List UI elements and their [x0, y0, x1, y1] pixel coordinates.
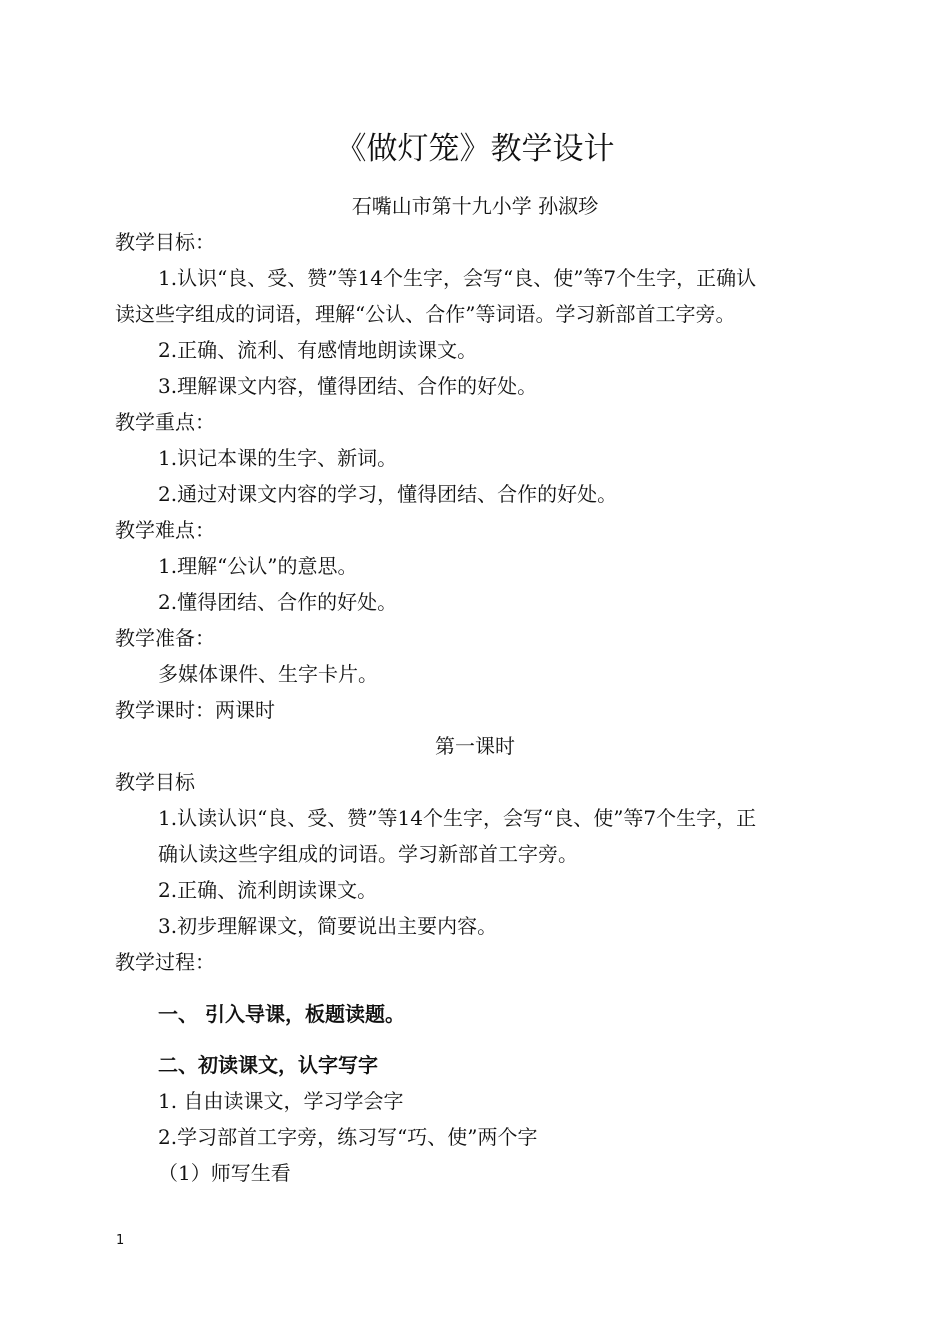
section-heading-preparation: 教学准备：: [115, 626, 215, 650]
preparation-item: 多媒体课件、生字卡片。: [158, 662, 378, 686]
process-step-1-heading: 一、 引入导课，板题读题。: [158, 1002, 405, 1026]
difficulty-2: 2.懂得团结、合作的好处。: [158, 590, 398, 614]
section-heading-key-points: 教学重点：: [115, 410, 215, 434]
section-heading-difficulties: 教学难点：: [115, 518, 215, 542]
objective-1: 1.认识“良、受、赞”等14个生字，会写“良、使”等7个生字，正确认: [158, 266, 757, 290]
lesson-objective-3: 3.初步理解课文，简要说出主要内容。: [158, 914, 498, 938]
document-title: 《做灯笼》教学设计: [335, 131, 615, 167]
process-step-2-heading: 二、初读课文，认字写字: [158, 1053, 378, 1077]
key-point-2: 2.通过对课文内容的学习，懂得团结、合作的好处。: [158, 482, 618, 506]
lesson-objective-1-continuation: 确认读这些字组成的词语。学习新部首工字旁。: [158, 842, 578, 866]
page-number: 1: [116, 1233, 125, 1248]
lesson-objective-1: 1.认读认识“良、受、赞”等14个生字，会写“良、使”等7个生字，正: [158, 806, 757, 830]
lesson-objective-2: 2.正确、流利朗读课文。: [158, 878, 378, 902]
lesson-objectives-heading: 教学目标: [115, 770, 195, 794]
difficulty-1: 1.理解“公认”的意思。: [158, 554, 358, 578]
objective-3: 3.理解课文内容，懂得团结、合作的好处。: [158, 374, 538, 398]
first-lesson-heading: 第一课时: [435, 734, 515, 758]
objective-1-continuation: 读这些字组成的词语，理解“公认、合作”等词语。学习新部首工字旁。: [115, 302, 736, 326]
objective-2: 2.正确、流利、有感情地朗读课文。: [158, 338, 478, 362]
section-heading-objectives: 教学目标：: [115, 230, 215, 254]
teaching-process-heading: 教学过程：: [115, 950, 215, 974]
process-step-2-item-2: 2.学习部首工字旁，练习写“巧、使”两个字: [158, 1125, 538, 1149]
process-step-2-subitem-1: （1）师写生看: [158, 1161, 291, 1185]
author-line: 石嘴山市第十九小学 孙淑珍: [351, 194, 599, 218]
process-step-2-item-1: 1. 自由读课文，学习学会字: [158, 1089, 404, 1113]
key-point-1: 1.识记本课的生字、新词。: [158, 446, 398, 470]
class-hours: 教学课时：两课时: [115, 698, 275, 722]
